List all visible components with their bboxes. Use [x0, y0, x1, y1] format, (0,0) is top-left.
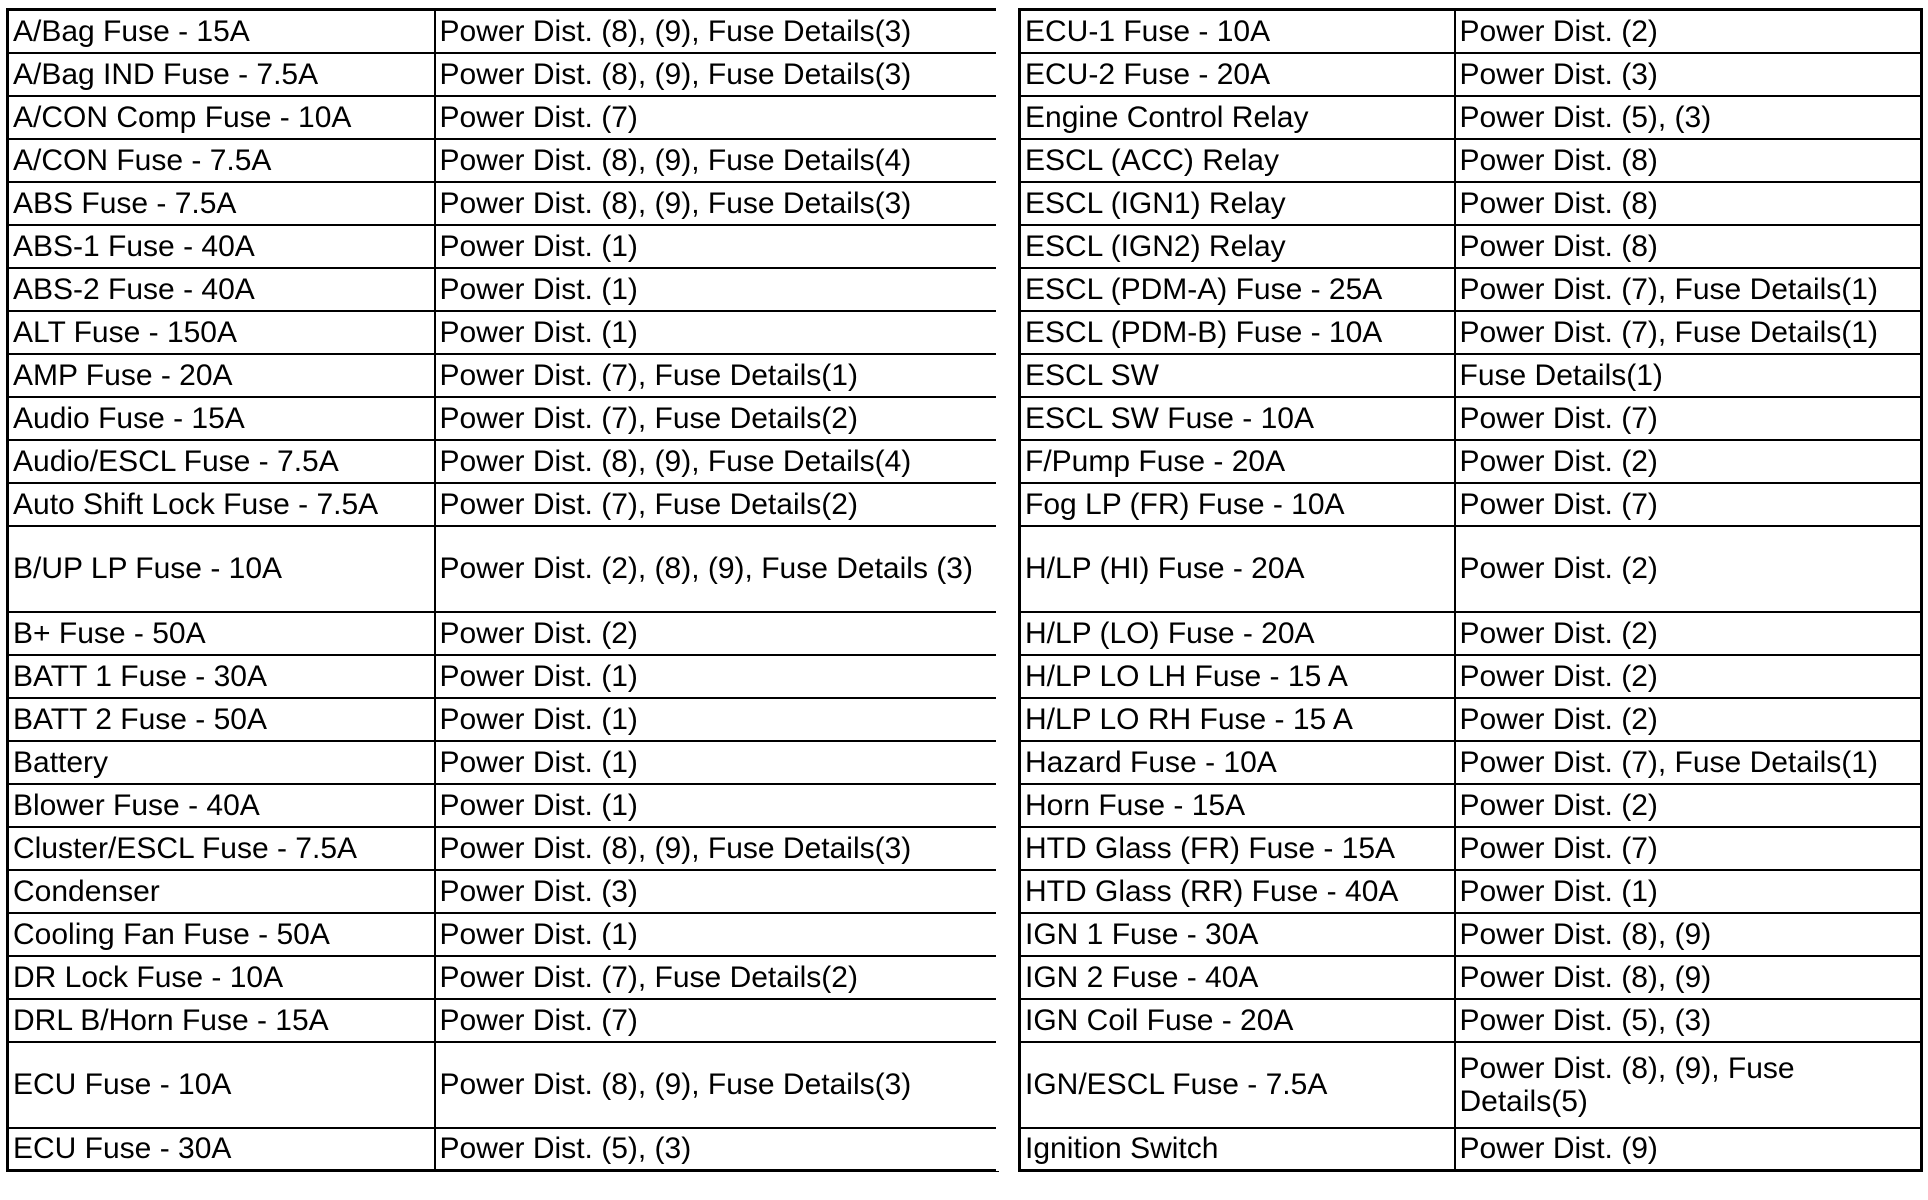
table-row [1020, 225, 1922, 268]
table-row [1020, 182, 1922, 225]
component-name-cell: ESCL (IGN1) Relay [1020, 182, 1455, 225]
component-name-cell: Audio Fuse - 15A [8, 397, 435, 440]
reference-cell: Power Dist. (7) [1455, 827, 1922, 870]
reference-cell: Power Dist. (7) [435, 999, 998, 1042]
reference-cell: Power Dist. (2) [1455, 526, 1922, 612]
component-name-cell: Cluster/ESCL Fuse - 7.5A [8, 827, 435, 870]
table-row [1020, 96, 1922, 139]
component-name-cell: ABS Fuse - 7.5A [8, 182, 435, 225]
table-row [8, 354, 998, 397]
reference-cell: Power Dist. (8), (9), Fuse Details(3) [435, 53, 998, 96]
table-row [8, 956, 998, 999]
table-row [1020, 612, 1922, 655]
component-name-cell: ABS-1 Fuse - 40A [8, 225, 435, 268]
table-row [8, 182, 998, 225]
reference-cell: Power Dist. (9) [1455, 1128, 1922, 1171]
reference-cell: Power Dist. (7), Fuse Details(1) [1455, 311, 1922, 354]
table-row [1020, 526, 1922, 612]
reference-cell: Power Dist. (8), (9), Fuse Details(3) [435, 827, 998, 870]
component-name-cell: ECU-1 Fuse - 10A [1020, 10, 1455, 53]
reference-cell: Power Dist. (3) [1455, 53, 1922, 96]
reference-cell: Power Dist. (3) [435, 870, 998, 913]
table-row [8, 612, 998, 655]
table-row [1020, 483, 1922, 526]
component-name-cell: ESCL (IGN2) Relay [1020, 225, 1455, 268]
fuse-index-table-left-body [8, 10, 998, 1171]
reference-cell: Power Dist. (8), (9), Fuse Details(5) [1455, 1042, 1922, 1128]
table-row [8, 827, 998, 870]
component-name-cell: DRL B/Horn Fuse - 15A [8, 999, 435, 1042]
component-name-cell: ECU-2 Fuse - 20A [1020, 53, 1455, 96]
table-row [1020, 1042, 1922, 1128]
reference-cell: Power Dist. (2) [1455, 784, 1922, 827]
reference-cell: Fuse Details(1) [1455, 354, 1922, 397]
component-name-cell: DR Lock Fuse - 10A [8, 956, 435, 999]
reference-cell: Power Dist. (7), Fuse Details(2) [435, 483, 998, 526]
table-row [1020, 655, 1922, 698]
component-name-cell: Horn Fuse - 15A [1020, 784, 1455, 827]
reference-cell: Power Dist. (1) [435, 311, 998, 354]
table-row [8, 999, 998, 1042]
component-name-cell: IGN 2 Fuse - 40A [1020, 956, 1455, 999]
table-row [1020, 397, 1922, 440]
component-name-cell: Fog LP (FR) Fuse - 10A [1020, 483, 1455, 526]
component-name-cell: Engine Control Relay [1020, 96, 1455, 139]
column-divider [996, 8, 1018, 1171]
table-row [1020, 956, 1922, 999]
table-row [8, 397, 998, 440]
table-row [8, 526, 998, 612]
component-name-cell: Ignition Switch [1020, 1128, 1455, 1171]
reference-cell: Power Dist. (5), (3) [1455, 999, 1922, 1042]
reference-cell: Power Dist. (8), (9), Fuse Details(4) [435, 139, 998, 182]
component-name-cell: HTD Glass (RR) Fuse - 40A [1020, 870, 1455, 913]
table-row [8, 1128, 998, 1171]
component-name-cell: BATT 1 Fuse - 30A [8, 655, 435, 698]
reference-cell: Power Dist. (2), (8), (9), Fuse Details (3) [435, 526, 998, 612]
component-name-cell: BATT 2 Fuse - 50A [8, 698, 435, 741]
component-name-cell: Auto Shift Lock Fuse - 7.5A [8, 483, 435, 526]
table-row [8, 655, 998, 698]
table-row [8, 139, 998, 182]
table-row [1020, 10, 1922, 53]
table-row [8, 10, 998, 53]
reference-cell: Power Dist. (1) [435, 655, 998, 698]
component-name-cell: H/LP LO LH Fuse - 15 A [1020, 655, 1455, 698]
component-name-cell: IGN Coil Fuse - 20A [1020, 999, 1455, 1042]
table-row [1020, 784, 1922, 827]
component-name-cell: A/Bag Fuse - 15A [8, 10, 435, 53]
component-name-cell: ESCL SW Fuse - 10A [1020, 397, 1455, 440]
component-name-cell: IGN/ESCL Fuse - 7.5A [1020, 1042, 1455, 1128]
component-name-cell: AMP Fuse - 20A [8, 354, 435, 397]
reference-cell: Power Dist. (7), Fuse Details(2) [435, 397, 998, 440]
table-row [8, 483, 998, 526]
reference-cell: Power Dist. (2) [1455, 655, 1922, 698]
component-name-cell: ESCL (PDM-A) Fuse - 25A [1020, 268, 1455, 311]
reference-cell: Power Dist. (8), (9), Fuse Details(3) [435, 182, 998, 225]
component-name-cell: ESCL (ACC) Relay [1020, 139, 1455, 182]
reference-cell: Power Dist. (2) [1455, 612, 1922, 655]
reference-cell: Power Dist. (7) [1455, 483, 1922, 526]
component-name-cell: Blower Fuse - 40A [8, 784, 435, 827]
table-row [1020, 311, 1922, 354]
reference-cell: Power Dist. (1) [435, 784, 998, 827]
component-name-cell: B+ Fuse - 50A [8, 612, 435, 655]
reference-cell: Power Dist. (2) [435, 612, 998, 655]
table-row [8, 1042, 998, 1128]
table-row [1020, 870, 1922, 913]
reference-cell: Power Dist. (1) [1455, 870, 1922, 913]
reference-cell: Power Dist. (7) [1455, 397, 1922, 440]
reference-cell: Power Dist. (8) [1455, 225, 1922, 268]
table-row [8, 784, 998, 827]
reference-cell: Power Dist. (7) [435, 96, 998, 139]
reference-cell: Power Dist. (8) [1455, 139, 1922, 182]
reference-cell: Power Dist. (8), (9) [1455, 956, 1922, 999]
table-row [1020, 268, 1922, 311]
reference-cell: Power Dist. (7), Fuse Details(1) [435, 354, 998, 397]
fuse-index-table-right-body [1020, 10, 1922, 1171]
table-row [8, 311, 998, 354]
component-name-cell: ECU Fuse - 30A [8, 1128, 435, 1171]
component-name-cell: Cooling Fan Fuse - 50A [8, 913, 435, 956]
table-row [1020, 827, 1922, 870]
reference-cell: Power Dist. (2) [1455, 698, 1922, 741]
reference-cell: Power Dist. (1) [435, 225, 998, 268]
table-row [8, 96, 998, 139]
component-name-cell: HTD Glass (FR) Fuse - 15A [1020, 827, 1455, 870]
table-row [1020, 1128, 1922, 1171]
component-name-cell: H/LP (LO) Fuse - 20A [1020, 612, 1455, 655]
table-row [8, 225, 998, 268]
table-row [8, 870, 998, 913]
table-row [1020, 999, 1922, 1042]
component-name-cell: ABS-2 Fuse - 40A [8, 268, 435, 311]
component-name-cell: B/UP LP Fuse - 10A [8, 526, 435, 612]
reference-cell: Power Dist. (7), Fuse Details(1) [1455, 268, 1922, 311]
reference-cell: Power Dist. (1) [435, 268, 998, 311]
table-row [8, 268, 998, 311]
table-row [8, 440, 998, 483]
component-name-cell: A/Bag IND Fuse - 7.5A [8, 53, 435, 96]
reference-cell: Power Dist. (1) [435, 913, 998, 956]
component-name-cell: Hazard Fuse - 10A [1020, 741, 1455, 784]
component-name-cell: Condenser [8, 870, 435, 913]
table-row [1020, 139, 1922, 182]
reference-cell: Power Dist. (7), Fuse Details(1) [1455, 741, 1922, 784]
component-name-cell: H/LP (HI) Fuse - 20A [1020, 526, 1455, 612]
component-name-cell: ESCL (PDM-B) Fuse - 10A [1020, 311, 1455, 354]
table-row [8, 53, 998, 96]
reference-cell: Power Dist. (8), (9), Fuse Details(3) [435, 1042, 998, 1128]
table-row [8, 698, 998, 741]
component-name-cell: Battery [8, 741, 435, 784]
component-name-cell: F/Pump Fuse - 20A [1020, 440, 1455, 483]
table-row [8, 741, 998, 784]
table-row [1020, 741, 1922, 784]
table-row [1020, 698, 1922, 741]
component-name-cell: A/CON Comp Fuse - 10A [8, 96, 435, 139]
table-row [1020, 913, 1922, 956]
reference-cell: Power Dist. (2) [1455, 440, 1922, 483]
component-name-cell: Audio/ESCL Fuse - 7.5A [8, 440, 435, 483]
reference-cell: Power Dist. (5), (3) [1455, 96, 1922, 139]
component-name-cell: ESCL SW [1020, 354, 1455, 397]
reference-cell: Power Dist. (2) [1455, 10, 1922, 53]
reference-cell: Power Dist. (1) [435, 698, 998, 741]
table-row [1020, 440, 1922, 483]
component-name-cell: A/CON Fuse - 7.5A [8, 139, 435, 182]
reference-cell: Power Dist. (8) [1455, 182, 1922, 225]
reference-cell: Power Dist. (8), (9), Fuse Details(4) [435, 440, 998, 483]
reference-cell: Power Dist. (8), (9) [1455, 913, 1922, 956]
table-row [1020, 53, 1922, 96]
reference-cell: Power Dist. (8), (9), Fuse Details(3) [435, 10, 998, 53]
reference-cell: Power Dist. (1) [435, 741, 998, 784]
component-name-cell: IGN 1 Fuse - 30A [1020, 913, 1455, 956]
table-row [8, 913, 998, 956]
component-name-cell: H/LP LO RH Fuse - 15 A [1020, 698, 1455, 741]
reference-cell: Power Dist. (7), Fuse Details(2) [435, 956, 998, 999]
component-name-cell: ECU Fuse - 10A [8, 1042, 435, 1128]
component-name-cell: ALT Fuse - 150A [8, 311, 435, 354]
fuse-index-table-right [1018, 8, 1923, 1172]
reference-cell: Power Dist. (5), (3) [435, 1128, 998, 1171]
fuse-index-table-left [6, 8, 999, 1172]
table-row [1020, 354, 1922, 397]
